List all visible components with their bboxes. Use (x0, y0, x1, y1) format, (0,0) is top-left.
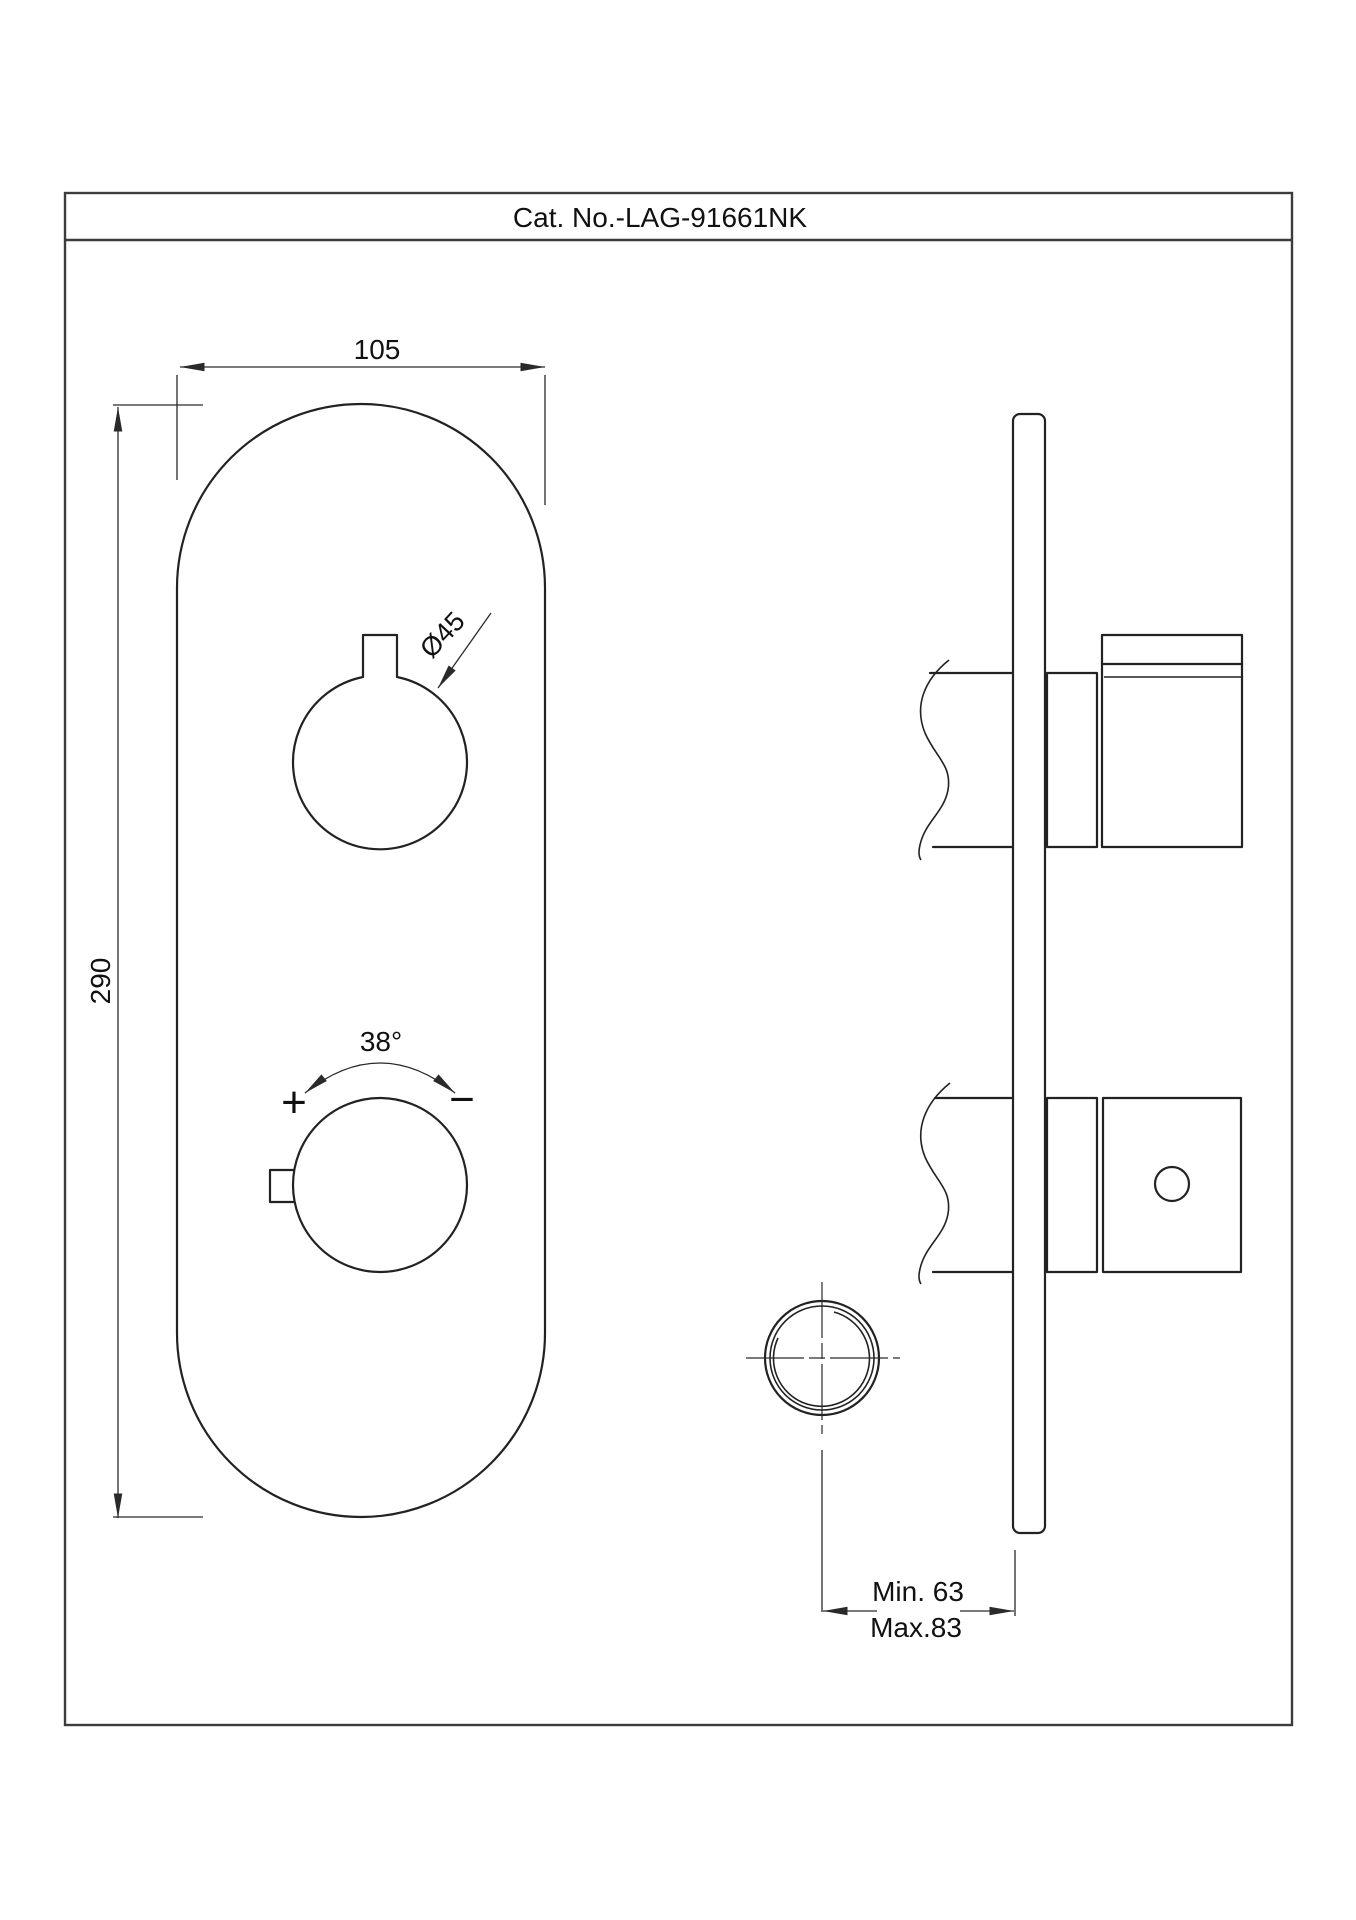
width-value: 105 (353, 334, 401, 365)
bottom-knob-circle (293, 1098, 467, 1272)
wall-plate-side (1013, 414, 1045, 1533)
valve-screw-hole (1155, 1167, 1189, 1201)
top-valve-neck (1047, 673, 1097, 847)
width-dimension (177, 334, 545, 505)
front-view (85, 334, 545, 1518)
catalog-number-title: Cat. No.-LAG-91661NK (512, 202, 808, 233)
bottom-valve-block (1103, 1098, 1241, 1272)
break-line-top (919, 660, 949, 860)
angle-arc (305, 1063, 455, 1093)
top-knob (293, 635, 467, 849)
height-dimension (85, 405, 203, 1518)
depth-min-value: Min. 63 (872, 1576, 964, 1607)
inlet-pipe-section (746, 1282, 900, 1434)
rotation-angle-dimension (281, 1026, 475, 1127)
bottom-valve-neck (1047, 1098, 1097, 1272)
depth-max-value: Max.83 (870, 1612, 962, 1643)
faceplate-outline (177, 404, 545, 1517)
side-view (746, 414, 1242, 1643)
bottom-valve-body (919, 1083, 1241, 1284)
break-line-bottom (919, 1083, 950, 1284)
depth-dimension (822, 1450, 1015, 1643)
hot-plus-symbol: + (281, 1078, 307, 1127)
drawing-frame (65, 193, 1292, 1725)
angle-label: 38° (359, 1026, 403, 1057)
height-value: 290 (85, 957, 116, 1005)
border-rect (65, 193, 1292, 1725)
top-valve-block (1102, 635, 1242, 847)
diameter-label: Ø45 (414, 605, 471, 664)
bottom-knob-tab (270, 1170, 293, 1202)
top-valve-body (919, 635, 1242, 860)
cold-minus-symbol: − (449, 1075, 475, 1124)
knob-diameter-dimension (414, 606, 491, 688)
